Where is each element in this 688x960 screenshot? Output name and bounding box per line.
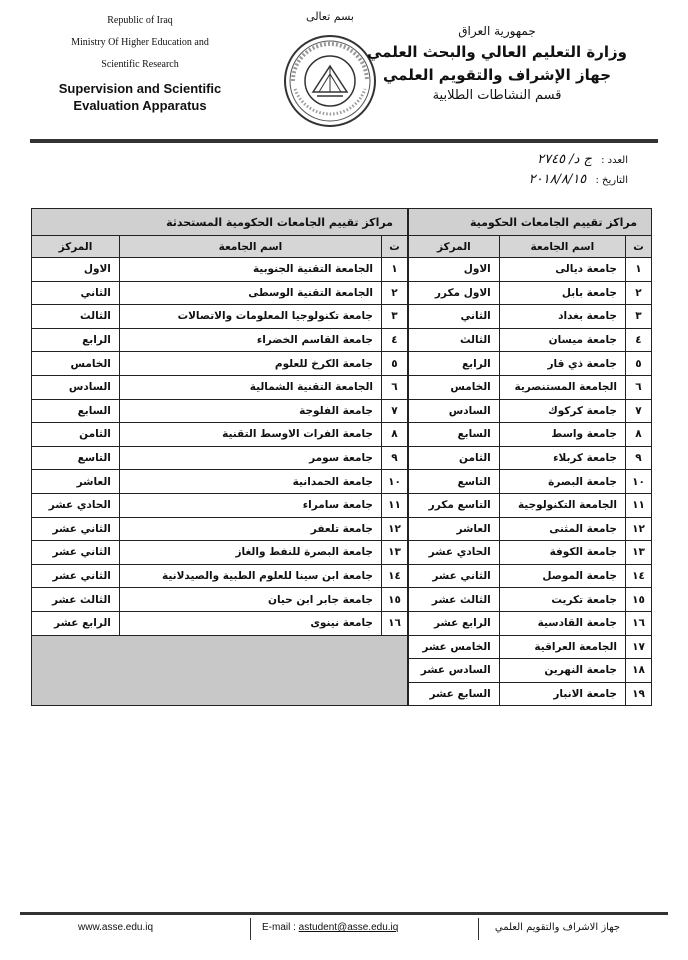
table-row [32, 564, 408, 588]
row-university-name: جامعة ديالى [499, 258, 625, 282]
row-center: الثاني عشر [32, 564, 120, 588]
row-university-name: جامعة تكنولوجيا المعلومات والاتصالات [119, 305, 381, 329]
row-number: ١٦ [382, 611, 408, 635]
row-center: الرابع [32, 328, 120, 352]
row-center: الخامس عشر [409, 635, 500, 659]
row-university-name: الجامعة التقنية الوسطى [119, 281, 381, 305]
row-number: ٨ [382, 423, 408, 447]
row-number: ٩ [382, 446, 408, 470]
row-center: الثالث [409, 328, 500, 352]
row-university-name: جامعة ذي قار [499, 352, 625, 376]
footer-separator [478, 918, 479, 940]
table-row [409, 635, 652, 659]
footer-email-label: E-mail : [262, 922, 299, 933]
row-university-name: جامعة ميسان [499, 328, 625, 352]
header-en-line4: Supervision and Scientific [58, 81, 222, 96]
row-number: ١٠ [626, 470, 652, 494]
row-center: الثاني عشر [409, 564, 500, 588]
new-col-number: ت [382, 236, 408, 258]
row-university-name: جامعة الفرات الاوسط التقنية [119, 423, 381, 447]
row-center: الثالث عشر [409, 588, 500, 612]
header-en-line3: Scientific Research [101, 59, 179, 70]
row-number: ١٧ [626, 635, 652, 659]
table-row [409, 682, 652, 706]
row-university-name: جامعة القاسم الخضراء [119, 328, 381, 352]
row-number: ٢ [382, 281, 408, 305]
table-row [409, 258, 652, 282]
table-row [32, 328, 408, 352]
ref-number [529, 150, 628, 170]
row-center: الثاني عشر [32, 541, 120, 565]
table-row [409, 375, 652, 399]
footer-org: جهاز الاشراف والتقويم العلمي [494, 922, 620, 933]
row-number: ١٣ [382, 541, 408, 565]
gov-col-number: ت [626, 236, 652, 258]
row-center: التاسع مكرر [409, 493, 500, 517]
row-university-name: جامعة المثنى [499, 517, 625, 541]
footer [0, 918, 688, 940]
table-row [409, 659, 652, 683]
row-university-name: جامعة كركوك [499, 399, 625, 423]
row-university-name: الجامعة التقنية الجنوبية [119, 258, 381, 282]
row-center: الثاني [32, 281, 120, 305]
footer-email [262, 922, 398, 933]
row-number: ٣ [626, 305, 652, 329]
ref-date-value: ٢٠١٨/٨/١٥ [528, 172, 587, 187]
row-number: ١٤ [626, 564, 652, 588]
row-number: ١٠ [382, 470, 408, 494]
row-university-name: جامعة القادسية [499, 611, 625, 635]
table-row [409, 541, 652, 565]
row-university-name: جامعة واسط [499, 423, 625, 447]
table-row [409, 328, 652, 352]
table-row [32, 588, 408, 612]
row-university-name: جامعة النهرين [499, 659, 625, 683]
row-center: السادس عشر [409, 659, 500, 683]
footer-email-link[interactable]: astudent@asse.edu.iq [298, 922, 399, 933]
row-university-name: جامعة ابن سينا للعلوم الطبية والصيدلانية [119, 564, 381, 588]
header-ar-line2: وزارة التعليم العالي والبحث العلمي [366, 43, 628, 61]
header-ar-line1: جمهورية العراق [458, 24, 536, 38]
row-center: الحادي عشر [409, 541, 500, 565]
row-center: السادس [32, 375, 120, 399]
header-en-line2: Ministry Of Higher Education and [71, 37, 209, 48]
ref-number-value: ج د/ ٢٧٤٥ [537, 152, 592, 167]
gov-col-name: اسم الجامعة [499, 236, 625, 258]
row-university-name: جامعة الموصل [499, 564, 625, 588]
row-university-name: الجامعة العراقية [499, 635, 625, 659]
row-center: الرابع عشر [32, 611, 120, 635]
row-center: الرابع عشر [409, 611, 500, 635]
row-number: ١ [626, 258, 652, 282]
basmala: بسم تعالى [306, 10, 354, 23]
table-row [32, 281, 408, 305]
new-col-name: اسم الجامعة [119, 236, 381, 258]
row-university-name: جامعة البصرة للنفط والغاز [119, 541, 381, 565]
footer-separator [250, 918, 251, 940]
table-row [409, 305, 652, 329]
row-university-name: جامعة الانبار [499, 682, 625, 706]
row-number: ٧ [626, 399, 652, 423]
header-english [40, 14, 240, 114]
row-number: ٤ [626, 328, 652, 352]
row-number: ١٤ [382, 564, 408, 588]
row-number: ٢ [626, 281, 652, 305]
header-en-line5: Evaluation Apparatus [73, 98, 207, 113]
row-center: الثامن [409, 446, 500, 470]
row-number: ٦ [382, 375, 408, 399]
ref-date-label: التاريخ : [595, 175, 628, 186]
row-number: ١١ [626, 493, 652, 517]
row-center: السابع عشر [409, 682, 500, 706]
reference-block [529, 150, 628, 190]
row-number: ٣ [382, 305, 408, 329]
table-row [32, 352, 408, 376]
table-row [32, 258, 408, 282]
row-number: ١ [382, 258, 408, 282]
table-row [409, 470, 652, 494]
row-number: ٦ [626, 375, 652, 399]
table-row [409, 493, 652, 517]
row-university-name: جامعة جابر ابن حيان [119, 588, 381, 612]
row-center: السابع [409, 423, 500, 447]
row-number: ٩ [626, 446, 652, 470]
row-university-name: جامعة سومر [119, 446, 381, 470]
row-number: ١٨ [626, 659, 652, 683]
row-number: ١٥ [382, 588, 408, 612]
row-university-name: جامعة الكرخ للعلوم [119, 352, 381, 376]
table-row [32, 470, 408, 494]
row-center: الخامس [409, 375, 500, 399]
row-center: الحادي عشر [32, 493, 120, 517]
row-number: ١٩ [626, 682, 652, 706]
table-row [32, 517, 408, 541]
row-university-name: الجامعة التقنية الشمالية [119, 375, 381, 399]
row-university-name: جامعة البصرة [499, 470, 625, 494]
row-center: الثامن [32, 423, 120, 447]
table-row [409, 517, 652, 541]
row-center: الثاني عشر [32, 517, 120, 541]
row-university-name: جامعة سامراء [119, 493, 381, 517]
table-row [32, 446, 408, 470]
row-university-name: الجامعة التكنولوجية [499, 493, 625, 517]
table-row [409, 564, 652, 588]
row-center: الثالث عشر [32, 588, 120, 612]
row-university-name: الجامعة المستنصرية [499, 375, 625, 399]
table-row [32, 493, 408, 517]
gov-table-caption: مراكز تقييم الجامعات الحكومية [409, 209, 652, 236]
header-ar-line3: جهاز الإشراف والتقويم العلمي [382, 66, 612, 84]
row-university-name: جامعة كربلاء [499, 446, 625, 470]
row-number: ١٢ [626, 517, 652, 541]
row-center: الثالث [32, 305, 120, 329]
table-row [409, 611, 652, 635]
row-university-name: جامعة الحمدانية [119, 470, 381, 494]
table-row [409, 281, 652, 305]
table-row [32, 399, 408, 423]
ref-number-label: العدد : [601, 155, 628, 166]
header-arabic [362, 22, 632, 106]
row-number: ٨ [626, 423, 652, 447]
table-row [409, 399, 652, 423]
row-number: ٥ [382, 352, 408, 376]
row-center: السابع [32, 399, 120, 423]
row-center: الخامس [32, 352, 120, 376]
table-row [32, 541, 408, 565]
row-center: التاسع [409, 470, 500, 494]
header-ar-line4: قسم النشاطات الطلابية [432, 88, 562, 103]
table-row [409, 588, 652, 612]
row-center: السادس [409, 399, 500, 423]
footer-website[interactable]: www.asse.edu.iq [78, 922, 154, 933]
new-col-center: المركز [32, 236, 120, 258]
row-university-name: جامعة الفلوجة [119, 399, 381, 423]
row-center: العاشر [32, 470, 120, 494]
table-row [409, 423, 652, 447]
row-university-name: جامعة بابل [499, 281, 625, 305]
row-university-name: جامعة تكريت [499, 588, 625, 612]
header-en-line1: Republic of Iraq [107, 15, 173, 26]
row-university-name: جامعة تلعفر [119, 517, 381, 541]
row-number: ١١ [382, 493, 408, 517]
row-center: الاول مكرر [409, 281, 500, 305]
row-university-name: جامعة نينوى [119, 611, 381, 635]
table-row [32, 423, 408, 447]
row-number: ١٦ [626, 611, 652, 635]
table-filler-row [32, 635, 408, 706]
table-row [32, 375, 408, 399]
gov-col-center: المركز [409, 236, 500, 258]
row-center: الثاني [409, 305, 500, 329]
row-center: الاول [409, 258, 500, 282]
row-center: الاول [32, 258, 120, 282]
ref-date [529, 170, 628, 190]
row-number: ٤ [382, 328, 408, 352]
row-center: التاسع [32, 446, 120, 470]
new-universities-table [31, 208, 408, 706]
gov-universities-table [408, 208, 652, 706]
row-center: العاشر [409, 517, 500, 541]
row-number: ١٢ [382, 517, 408, 541]
table-row [32, 611, 408, 635]
row-number: ٧ [382, 399, 408, 423]
row-university-name: جامعة الكوفة [499, 541, 625, 565]
row-number: ٥ [626, 352, 652, 376]
header-divider [30, 139, 658, 143]
row-number: ١٣ [626, 541, 652, 565]
footer-divider [20, 912, 668, 915]
row-university-name: جامعة بغداد [499, 305, 625, 329]
row-number: ١٥ [626, 588, 652, 612]
row-center: الرابع [409, 352, 500, 376]
table-row [32, 305, 408, 329]
new-table-caption: مراكز تقييم الجامعات الحكومية المستحدثة [32, 209, 408, 236]
table-row [409, 446, 652, 470]
table-row [409, 352, 652, 376]
table-filler [32, 635, 408, 706]
